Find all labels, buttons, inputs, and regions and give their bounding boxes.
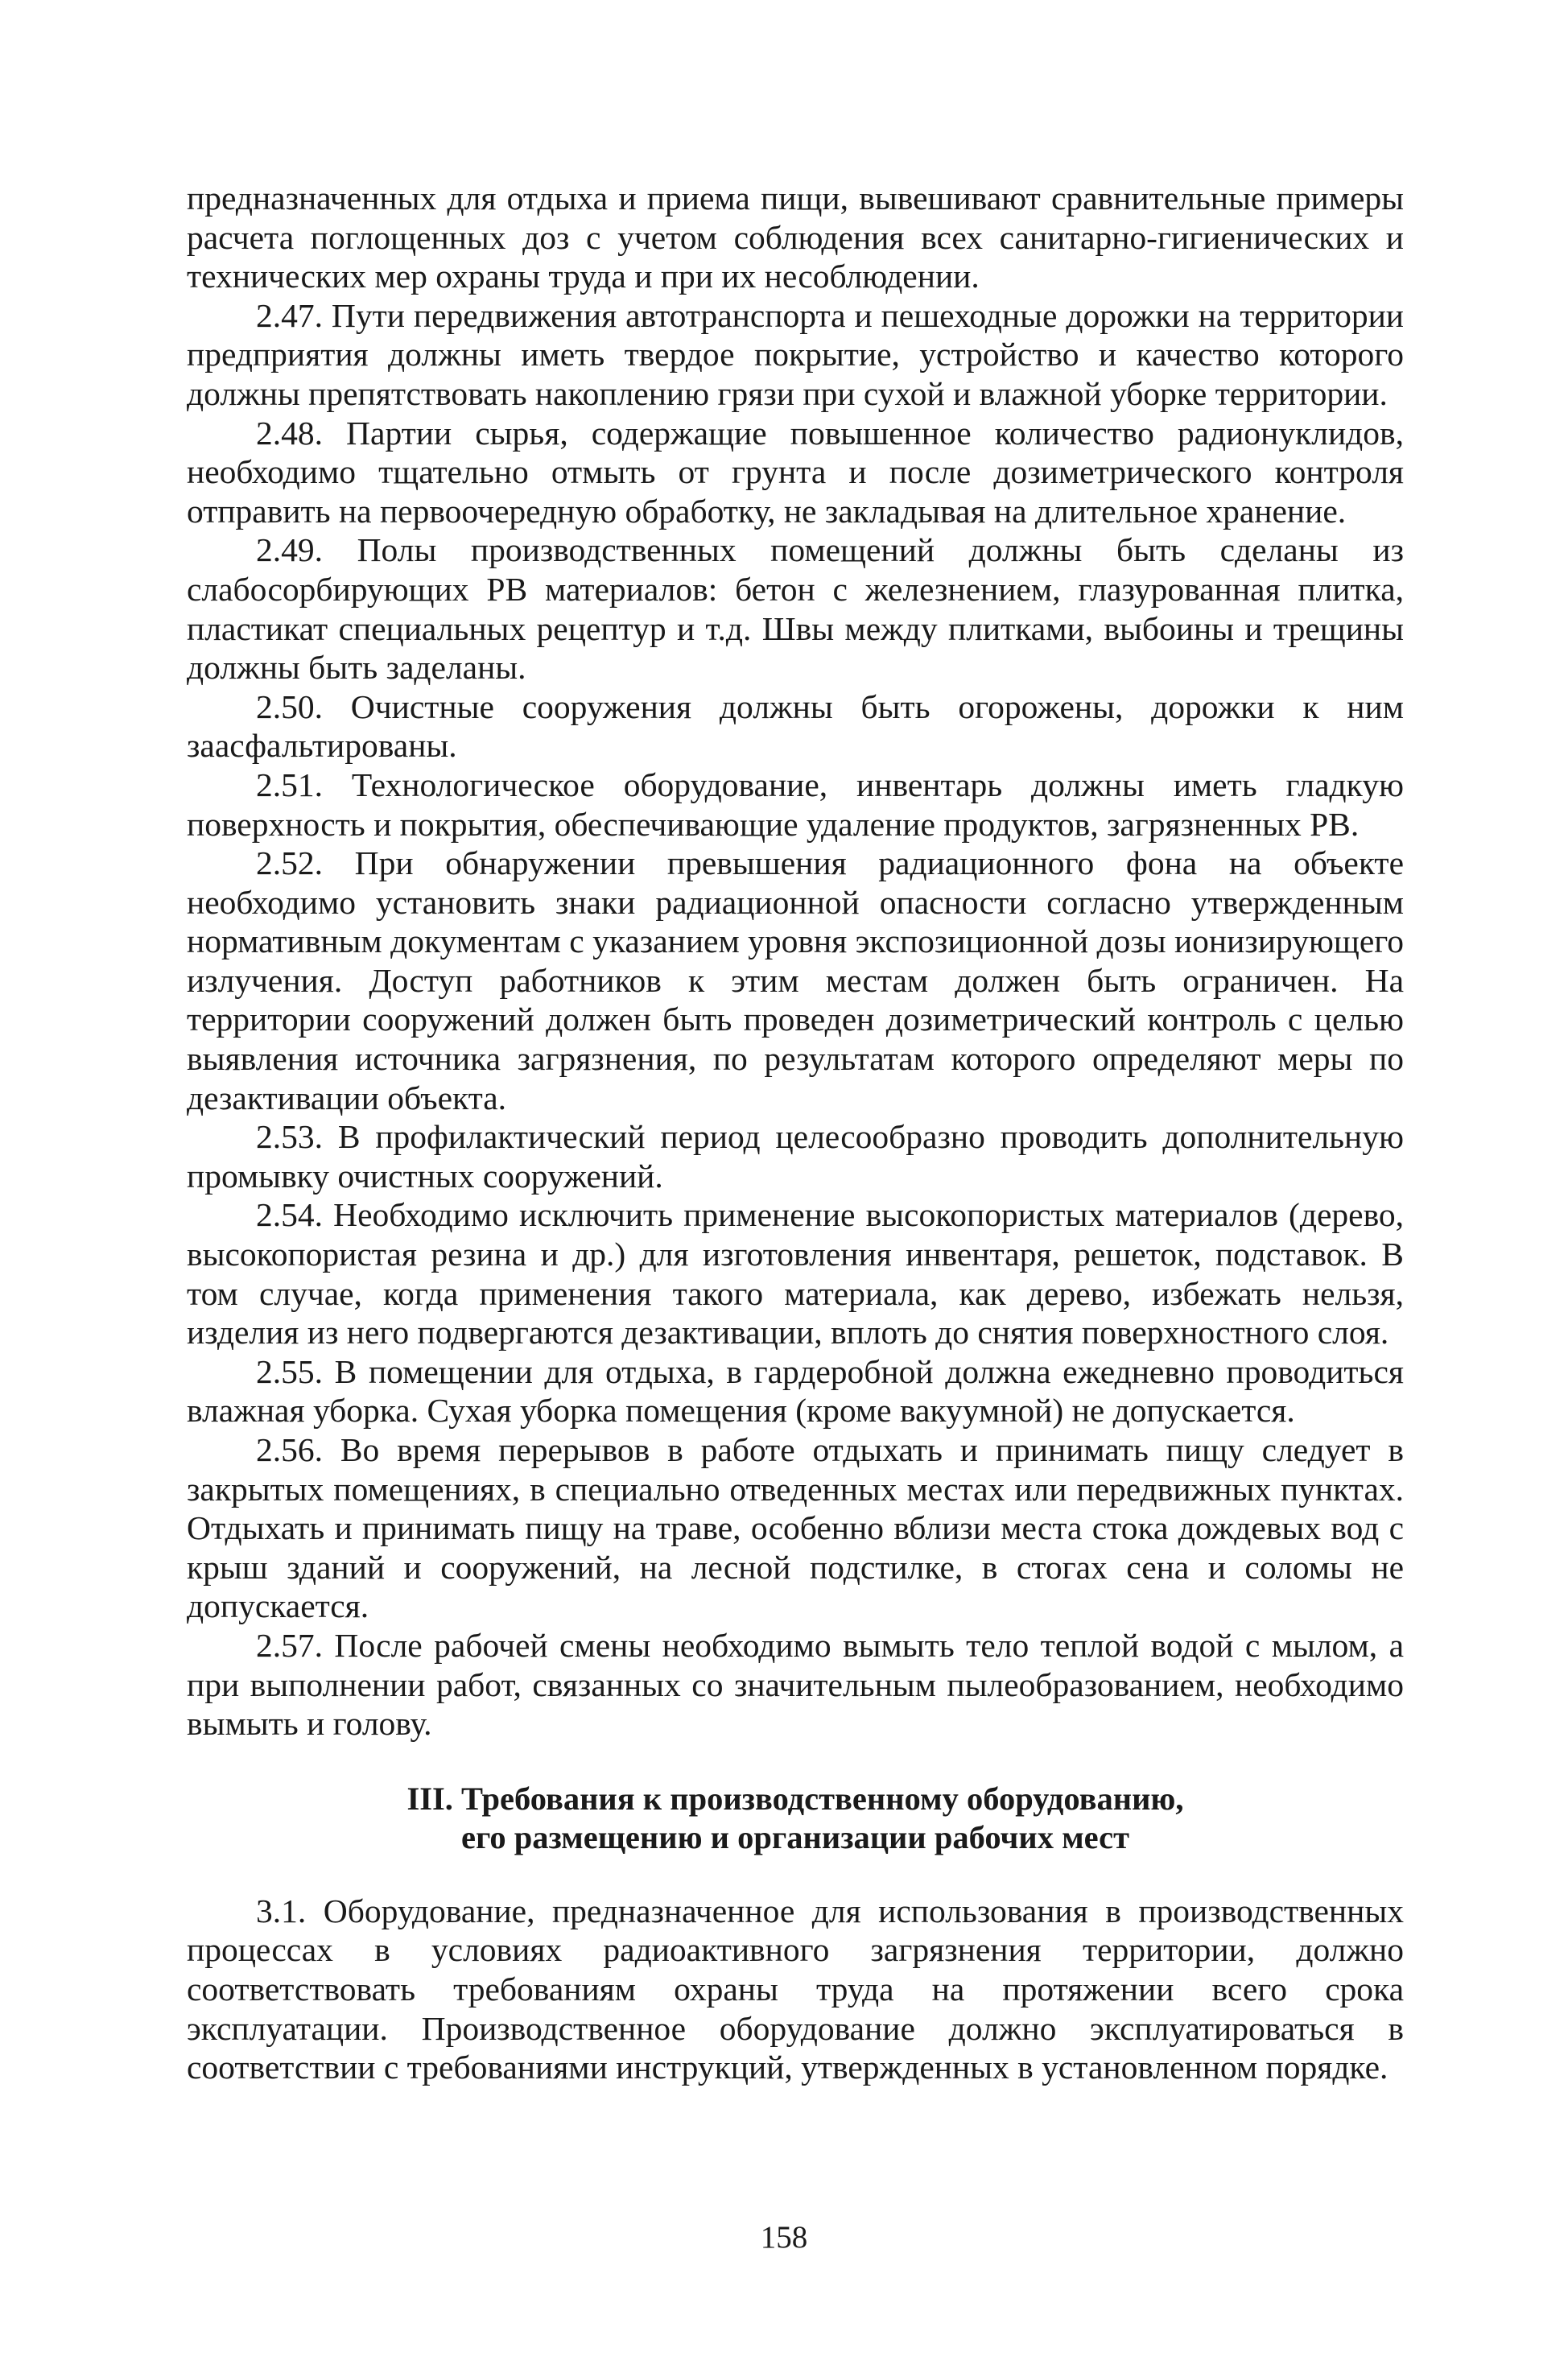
- paragraph-2-51: 2.51. Технологическое оборудование, инвентарь должны иметь гладкую поверхность и покрытия, обеспечивающие удаление продуктов, загрязненных РВ.: [187, 766, 1404, 843]
- paragraph-2-49: 2.49. Полы производственных помещений должны быть сделаны из слабосорбирующих РВ материалов: бетон с железнением, глазурованная плитка, пластикат специальных рецептур и т.д. Швы между плитками, выбоины и трещины должны быть заделаны.: [187, 531, 1404, 687]
- paragraph-intro-continuation: предназначенных для отдыха и приема пищи, вывешивают сравнительные примеры расчета поглощенных доз с учетом соблюдения всех санитарно-гигиенических и технических мер охраны труда и при их несоблюдении.: [187, 180, 1404, 295]
- page-number: 158: [760, 2220, 808, 2255]
- paragraph-2-52: 2.52. При обнаружении превышения радиационного фона на объекте необходимо установить знаки радиационной опасности согласно утвержденным нормативным документам с указанием уровня экспозиционной дозы ионизирующего излучения. Доступ работников к этим местам должен быть ограничен. На территории сооружений должен быть проведен дозиметрический контроль с целью выявления источника загрязнения, по результатам которого определяют меры по дезактивации объекта.: [187, 844, 1405, 1116]
- section-heading-line-2: его размещению и организации рабочих мест: [460, 1818, 1130, 1855]
- paragraph-2-47: 2.47. Пути передвижения автотранспорта и пешеходные дорожки на территории предприятия должны иметь твердое покрытие, устройство и качество которого должны препятствовать накоплению грязи при сухой и влажной уборке территории.: [187, 296, 1404, 412]
- paragraph-2-48: 2.48. Партии сырья, содержащие повышенное количество радионуклидов, необходимо тщательно отмыть от грунта и после дозиметрического контроля отправить на первоочередную обработку, не закладывая на длительное хранение.: [187, 414, 1404, 530]
- paragraph-2-55: 2.55. В помещении для отдыха, в гардеробной должна ежедневно проводиться влажная уборка. Сухая уборка помещения (кроме вакуумной) не допускается.: [187, 1352, 1404, 1430]
- paragraph-2-53: 2.53. В профилактический период целесообразно проводить дополнительную промывку очистных сооружений.: [187, 1118, 1404, 1195]
- paragraph-2-50: 2.50. Очистные сооружения должны быть огорожены, дорожки к ним заасфальтированы.: [187, 687, 1404, 765]
- paragraph-2-54: 2.54. Необходимо исключить применение высокопористых материалов (дерево, высокопористая резина и др.) для изготовления инвентаря, решеток, подставок. В том случае, когда применения такого материала, как дерево, избежать нельзя, изделия из него подвергаются дезактивации, вплоть до снятия поверхностного слоя.: [187, 1196, 1404, 1352]
- paragraph-2-57: 2.57. После рабочей смены необходимо вымыть тело теплой водой с мылом, а при выполнении работ, связанных со значительным пылеобразованием, необходимо вымыть и голову.: [187, 1626, 1404, 1743]
- paragraph-3-1: 3.1. Оборудование, предназначенное для использования в производственных процессах в условиях радиоактивного загрязнения территории, должно соответствовать требованиям охраны труда на протяжении всего срока эксплуатации. Производственное оборудование должно эксплуатироваться в соответствии с требованиями инструкций, утвержденных в установленном порядке.: [187, 1892, 1404, 2086]
- section-heading: [187, 1780, 1404, 1857]
- paragraph-2-56: 2.56. Во время перерывов в работе отдыхать и принимать пищу следует в закрытых помещениях, в специально отведенных местах или передвижных пунктах. Отдыхать и принимать пищу на траве, особенно вблизи места стока дождевых вод с крыш зданий и сооружений, на лесной подстилке, в стогах сена и соломы не допускается.: [187, 1431, 1404, 1625]
- page-body-text: [187, 179, 1404, 2087]
- section-heading-line-1: III. Требования к производственному оборудованию,: [406, 1780, 1184, 1817]
